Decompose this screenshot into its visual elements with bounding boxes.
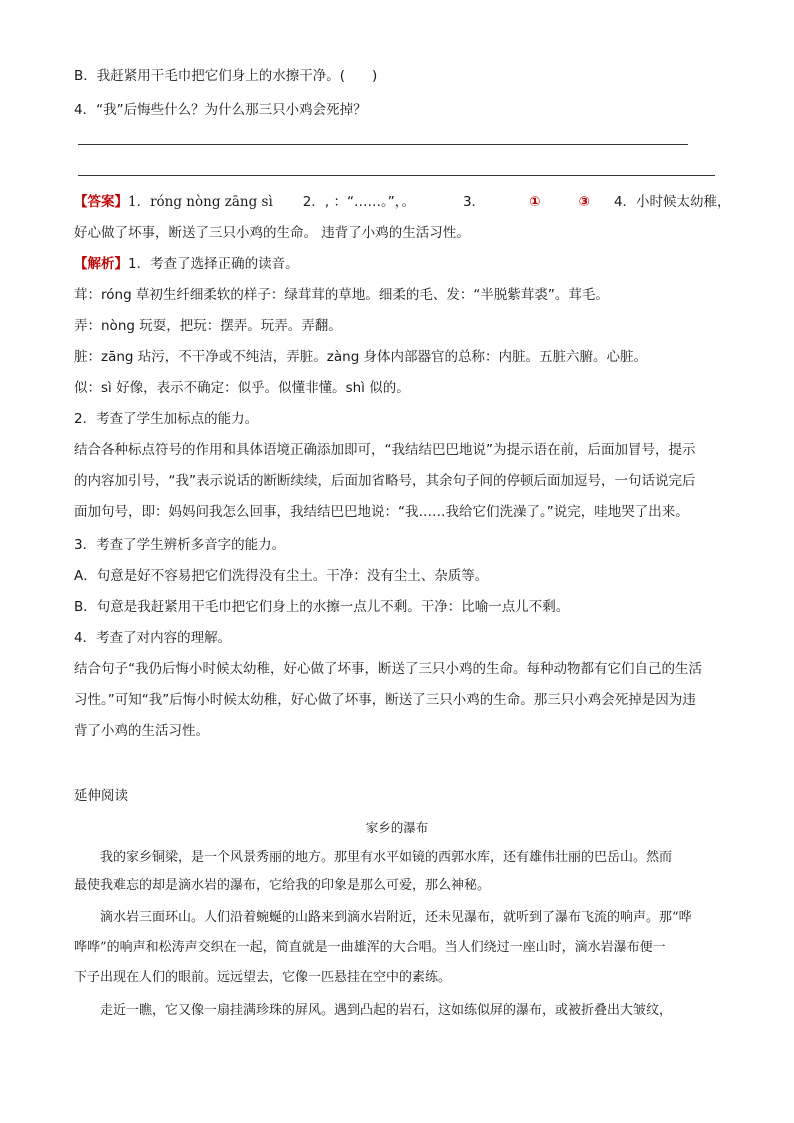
- analysis-line-4: 脏：zāng 玷污，不干净或不纯洁，弄脏。zàng 身体内部器官的总称：内脏。五脏六腑。心脏。: [74, 349, 648, 365]
- answer-pinyin: 1．róng nòng zāng sì: [128, 194, 273, 210]
- answer-num4: 4．小时候太幼稚，: [613, 194, 731, 210]
- analysis-line-15: 习性。”可知“我”后悔小时候太幼稚，好心做了坏事，断送了三只小鸡的生命。那三只小鸡会死掉是因为违: [74, 692, 696, 708]
- analysis-line-5: 似：sì 好像，表示不确定：似乎。似懂非懂。shì 似的。: [74, 380, 410, 396]
- answer-circle-3: ③: [578, 194, 590, 210]
- analysis-line-14: 结合句子“我仍后悔小时候太幼稚，好心做了坏事，断送了三只小鸡的生命。每种动物都有它们自己的生活: [74, 661, 702, 677]
- story-p2-line2: 哗哗”的响声和松涛声交织在一起，简直就是一曲雄浑的大合唱。当人们绕过一座山时，滴水岩瀑布便一: [74, 940, 666, 955]
- analysis-line-16: 背了小鸡的生活习性。: [74, 723, 209, 739]
- analysis-line-2: 茸：róng 草初生纤细柔软的样子：绿茸茸的草地。细柔的毛、发：“半脱紫茸裘”。茸毛。: [74, 287, 609, 303]
- answer-circle-1: ①: [529, 194, 541, 210]
- extended-reading-heading: 延伸阅读: [74, 788, 128, 804]
- analysis-line-10: 3．考查了学生辨析多音字的能力。: [74, 537, 286, 553]
- analysis-line-6: 2．考查了学生加标点的能力。: [74, 411, 259, 427]
- analysis-line-11: A．句意是好不容易把它们洗得没有尘土。干净：没有尘土、杂质等。: [74, 568, 489, 584]
- analysis-label: 【解析】: [74, 256, 128, 272]
- analysis-line-3: 弄：nòng 玩耍，把玩：摆弄。玩弄。弄翻。: [74, 318, 342, 334]
- analysis-line-13: 4．考查了对内容的理解。: [74, 630, 232, 646]
- answer-punct: 2．, ：“……。”，。: [302, 194, 415, 210]
- answer-line-cont: 好心做了坏事，断送了三只小鸡的生命。 违背了小鸡的生活习性。: [74, 225, 470, 241]
- story-title: 家乡的瀑布: [365, 820, 429, 835]
- analysis-text-1: 1．考查了选择正确的读音。: [128, 256, 299, 272]
- analysis-line-8: 的内容加引号，“我”表示说话的断断续续，后面加省略号，其余句子间的停顿后面加逗号，一句话说完后: [74, 473, 696, 489]
- analysis-line-12: B．句意是我赶紧用干毛巾把它们身上的水擦一点儿不剩。干净：比喻一点儿不剩。: [74, 599, 570, 615]
- answer-line: [74, 192, 731, 212]
- question-4: 4．“我”后悔些什么？为什么那三只小鸡会死掉？: [74, 102, 367, 118]
- story-p2-line3: 下子出现在人们的眼前。远远望去，它像一匹悬挂在空中的素练。: [74, 970, 452, 985]
- answer-line-1: [78, 144, 688, 145]
- story-p1-line1: 我的家乡铜梁，是一个风景秀丽的地方。那里有水平如镜的西郭水库，还有雄伟壮丽的巴岳山。然而: [74, 850, 673, 865]
- story-p1-line2: 最使我难忘的却是滴水岩的瀑布，它给我的印象是那么可爱，那么神秘。: [74, 878, 491, 893]
- analysis-line-1: [74, 254, 299, 274]
- question-b: B．我赶紧用干毛巾把它们身上的水擦干净。( ): [74, 68, 378, 84]
- analysis-line-9: 面加句号，即：妈妈问我怎么回事，我结结巴巴地说：“我……我给它们洗澡了。”说完，哇地哭了出来。: [74, 504, 689, 520]
- answer-line-2: [78, 175, 715, 176]
- answer-num3: 3．: [462, 194, 486, 210]
- analysis-line-7: 结合各种标点符号的作用和具体语境正确添加即可，“我结结巴巴地说”为提示语在前，后面加冒号，提示: [74, 442, 696, 458]
- answer-label: 【答案】: [74, 194, 128, 210]
- story-p3-line1: 走近一瞧，它又像一扇挂满珍珠的屏风。遇到凸起的岩石，这如练似屏的瀑布，或被折叠出大皱纹，: [74, 1003, 673, 1018]
- story-p2-line1: 滴水岩三面环山。人们沿着蜿蜒的山路来到滴水岩附近，还未见瀑布，就听到了瀑布飞流的响声。那“哗: [74, 910, 692, 925]
